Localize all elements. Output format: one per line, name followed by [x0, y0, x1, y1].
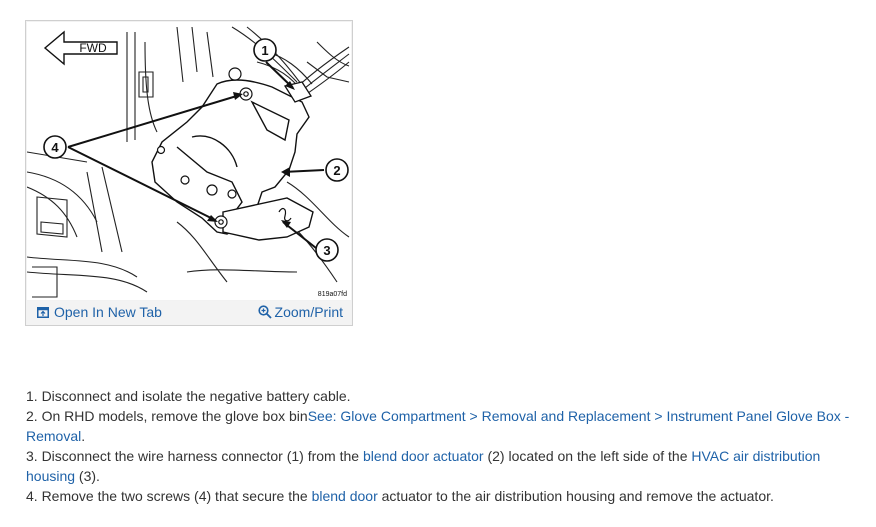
glove-compartment-link[interactable]: See: Glove Compartment > Removal and Replacement > Instrument Panel Glove Box - Removal — [26, 408, 850, 444]
step-3-text-b: (2) located on the left side of the — [483, 448, 692, 464]
hvac-housing-link[interactable]: HVAC air distribution housing — [26, 448, 821, 484]
actuator-body — [152, 80, 313, 240]
step-4-text-b: actuator to the air distribution housing and remove the actuator. — [377, 488, 774, 504]
fwd-label: FWD — [79, 41, 107, 55]
callout-2 — [326, 159, 348, 181]
forward-arrow-icon — [45, 32, 117, 64]
open-tab-icon — [37, 307, 49, 318]
callout-3 — [316, 239, 338, 261]
callout-1 — [254, 39, 276, 61]
zoom-print-label: Zoom/Print — [274, 304, 343, 320]
zoom-icon — [258, 305, 272, 319]
step-3 — [26, 446, 856, 486]
step-3-text-c: (3). — [75, 468, 100, 484]
open-in-new-tab-link[interactable] — [37, 304, 162, 320]
figure-panel — [25, 20, 353, 326]
blend-door-actuator-diagram[interactable] — [27, 22, 351, 300]
callout-3-label: 3 — [323, 243, 331, 258]
callout-1-label: 1 — [261, 43, 269, 58]
step-1 — [26, 386, 856, 406]
blend-door-link[interactable]: blend door — [311, 488, 378, 504]
zoom-print-link[interactable] — [258, 304, 343, 320]
image-code: 819a07fd — [317, 291, 347, 298]
step-1-text: 1. Disconnect and isolate the negative battery cable. — [26, 388, 351, 404]
step-3-text-a: 3. Disconnect the wire harness connector (1) from the — [26, 448, 363, 464]
step-2-text: 2. On RHD models, remove the glove box bin — [26, 408, 308, 424]
step-2 — [26, 406, 856, 446]
open-in-new-tab-label: Open In New Tab — [54, 304, 162, 320]
callout-2-label: 2 — [333, 163, 341, 178]
figure-toolbar — [27, 301, 351, 325]
callout-4-label: 4 — [51, 140, 59, 155]
step-4-text-a: 4. Remove the two screws (4) that secure the — [26, 488, 312, 504]
callout-4 — [44, 136, 66, 158]
step-2-suffix: . — [81, 428, 86, 444]
blend-door-actuator-link[interactable]: blend door actuator — [362, 448, 484, 464]
step-4 — [26, 486, 856, 506]
procedure-steps — [26, 386, 856, 506]
